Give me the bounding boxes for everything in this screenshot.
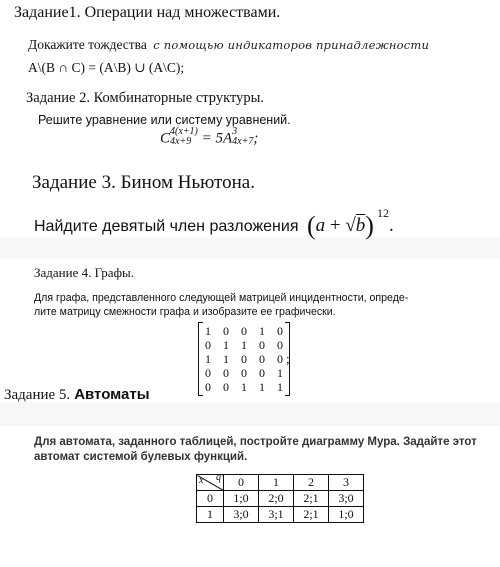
matrix-cell: 0 xyxy=(259,352,265,366)
eq-c-indices xyxy=(170,127,198,147)
matrix-cell: 0 xyxy=(205,338,211,352)
corner-q: q xyxy=(216,472,221,483)
transition-cell: 2;1 xyxy=(294,491,329,507)
matrix-cell: 0 xyxy=(205,366,211,380)
eq-a-sub: 4x+7 xyxy=(232,136,254,147)
matrix-cell: 1 xyxy=(205,352,211,366)
eq-a-indices xyxy=(232,127,253,147)
task5-heading-title: Автоматы xyxy=(74,386,150,403)
matrix-row xyxy=(199,352,289,366)
expr-a: a xyxy=(315,215,326,236)
matrix-cell: 1 xyxy=(223,352,229,366)
paren-right: ) xyxy=(365,211,374,240)
matrix-cell: 0 xyxy=(223,324,229,338)
col-header: 3 xyxy=(329,475,364,491)
scan-smudge xyxy=(0,238,500,258)
expr-b: b xyxy=(355,215,366,236)
row-header: 1 xyxy=(197,507,224,523)
corner-x: x xyxy=(199,475,204,486)
matrix-cell: 0 xyxy=(259,366,265,380)
task1-handwritten-note: с помощью индикаторов принадлежности xyxy=(153,38,430,52)
col-header: 1 xyxy=(259,475,294,491)
task5-heading-prefix: Задание 5. xyxy=(4,387,71,403)
matrix-cell: 1 xyxy=(205,324,211,338)
task4-heading: Задание 4. Графы. xyxy=(34,265,134,280)
matrix-cell: 0 xyxy=(241,352,247,366)
matrix-row xyxy=(199,380,289,394)
transition-cell: 2;1 xyxy=(294,507,329,523)
col-header: 2 xyxy=(294,475,329,491)
matrix-end: ; xyxy=(286,351,290,366)
matrix-cell: 0 xyxy=(241,324,247,338)
matrix-row xyxy=(199,338,289,352)
matrix-cell: 1 xyxy=(277,380,283,394)
matrix-cell: 0 xyxy=(205,380,211,394)
matrix-cell: 1 xyxy=(259,324,265,338)
matrix-cell: 1 xyxy=(241,380,247,394)
matrix-row xyxy=(199,366,289,380)
expr-end: . xyxy=(388,215,394,236)
matrix-cell: 1 xyxy=(259,380,265,394)
task5-line1: Для автомата, заданного таблицей, постройте диаграмму Мура. Задайте этот xyxy=(34,436,477,448)
matrix-cell: 1 xyxy=(241,338,247,352)
col-header: 0 xyxy=(224,475,259,491)
automaton-header-row xyxy=(197,475,364,491)
eq-a-sup: 3 xyxy=(232,126,238,137)
matrix-cell: 0 xyxy=(277,352,283,366)
transition-cell: 1;0 xyxy=(329,507,364,523)
eq-end: ; xyxy=(253,130,259,147)
matrix-cell: 0 xyxy=(223,380,229,394)
expr-root: √ xyxy=(345,215,356,236)
automaton-table xyxy=(196,474,364,523)
transition-cell: 3;0 xyxy=(329,491,364,507)
task1-identity: A\(B ∩ C) = (A\B) ∪ (A\C); xyxy=(28,60,185,75)
transition-cell: 3;1 xyxy=(259,507,294,523)
task2-equation xyxy=(160,126,259,149)
eq-c: C xyxy=(160,130,171,147)
matrix-cell: 0 xyxy=(259,338,265,352)
eq-mid: = 5A xyxy=(197,130,233,147)
task5-line2: автомат системой булевых функций. xyxy=(34,451,248,463)
matrix-cell: 0 xyxy=(277,324,283,338)
matrix-cell: 1 xyxy=(223,338,229,352)
scan-smudge xyxy=(0,402,500,426)
matrix-cell: 1 xyxy=(277,366,283,380)
task3-instruction-line xyxy=(34,206,394,241)
task3-instruction: Найдите девятый член разложения xyxy=(34,218,299,235)
row-header: 0 xyxy=(197,491,224,507)
incidence-matrix xyxy=(198,323,290,395)
automaton-row xyxy=(197,491,364,507)
task1-instruction: Докажите тождества xyxy=(28,37,147,52)
expr-plus: + xyxy=(325,215,346,236)
transition-cell: 3;0 xyxy=(224,507,259,523)
transition-cell: 1;0 xyxy=(224,491,259,507)
transition-cell: 2;0 xyxy=(259,491,294,507)
matrix-row xyxy=(199,324,289,338)
task5-heading xyxy=(4,386,150,404)
matrix-table xyxy=(199,324,289,394)
matrix-cell: 0 xyxy=(223,366,229,380)
task2-instruction: Решите уравнение или систему уравнений. xyxy=(38,113,291,127)
task1-heading: Задание1. Операции над множествами. xyxy=(14,4,281,21)
automaton-row xyxy=(197,507,364,523)
task3-heading: Задание 3. Бином Ньютона. xyxy=(32,172,255,193)
matrix-cell: 0 xyxy=(277,338,283,352)
task3-expression xyxy=(306,206,394,240)
eq-c-sub: 4x+9 xyxy=(170,136,192,147)
task2-heading: Задание 2. Комбинаторные структуры. xyxy=(26,90,264,106)
task4-line1: Для графа, представленного следующей матрицей инцидентности, опреде- xyxy=(34,292,409,304)
matrix-cell: 0 xyxy=(241,366,247,380)
expr-power: 12 xyxy=(376,206,389,220)
corner-cell xyxy=(197,472,224,491)
paren-left: ( xyxy=(306,211,316,240)
task1-instruction-line xyxy=(28,37,429,53)
eq-c-sup: 4(x+1) xyxy=(170,126,198,137)
task4-line2: лите матрицу смежности графа и изобразите ее графически. xyxy=(34,306,336,318)
